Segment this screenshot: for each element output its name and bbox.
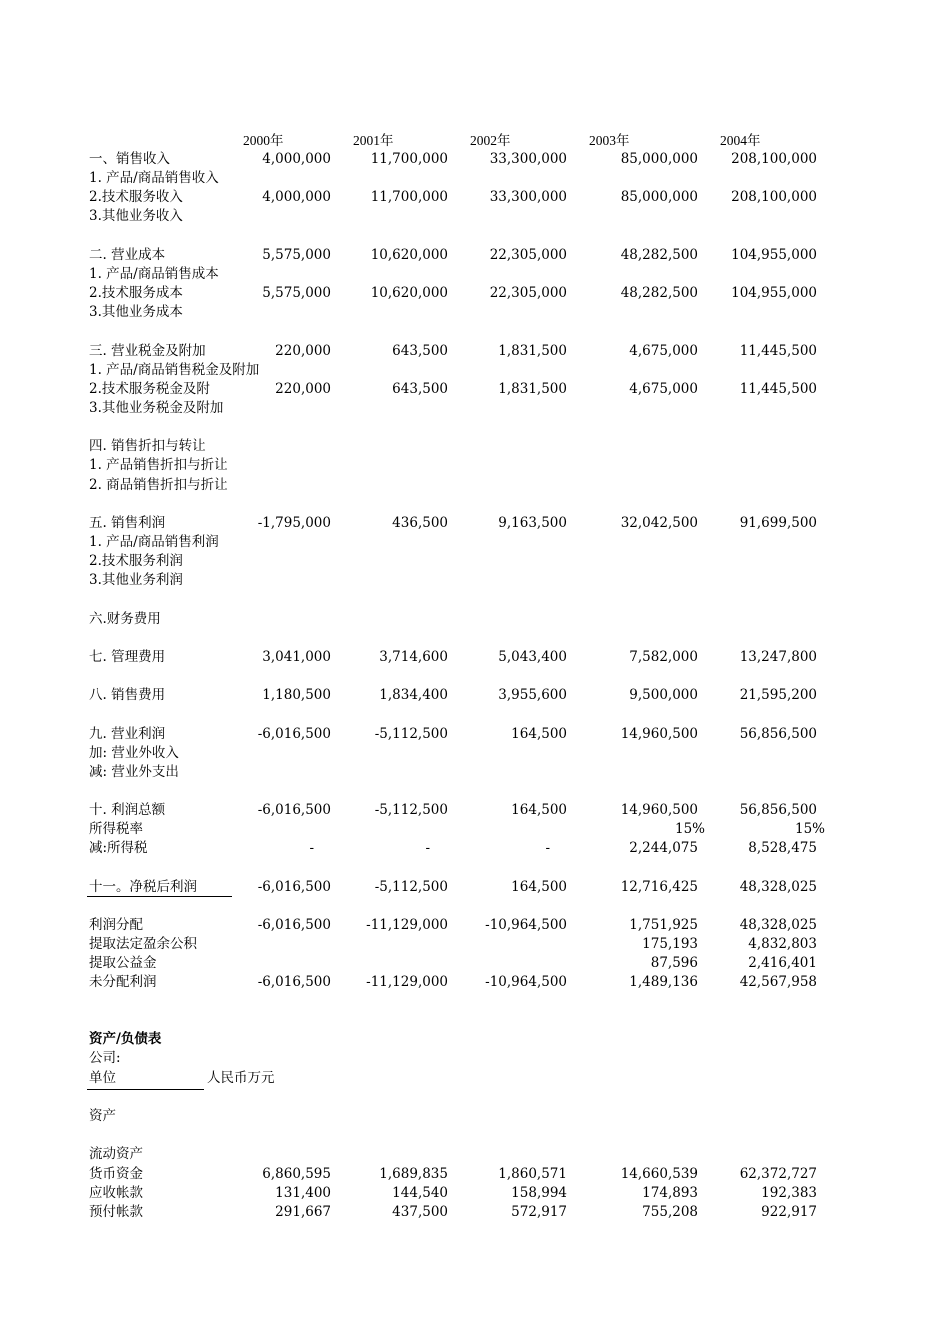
net-profit-underline	[87, 896, 232, 897]
cell-2000: 4,000,000	[262, 151, 331, 167]
row-label: 八. 销售费用	[89, 687, 166, 704]
cell-2001: -11,129,000	[366, 917, 448, 933]
cell-2003: 32,042,500	[620, 514, 698, 531]
row-label: 1. 产品/商品销售利润	[89, 534, 219, 550]
cell-2004: 56,856,500	[739, 725, 817, 742]
cell-2002: 22,305,000	[489, 285, 567, 301]
row-label: 1. 产品/商品销售收入	[89, 170, 219, 187]
row-label: 一、销售收入	[89, 151, 170, 167]
cell-2003: 175,193	[642, 936, 698, 953]
cell-2001: -5,112,500	[374, 878, 448, 895]
cell-2002: 33,300,000	[489, 151, 567, 167]
table-row	[0, 744, 950, 763]
cell-2001: -11,129,000	[366, 974, 448, 991]
cell-2000: -6,016,500	[257, 974, 331, 991]
table-row	[0, 552, 950, 571]
table-row	[0, 648, 950, 667]
table-row	[0, 973, 950, 992]
row-label: 2. 商品销售折扣与折让	[89, 476, 228, 493]
row-label: 十一。净税后利润	[89, 878, 197, 895]
cell-2004: 192,383	[761, 1185, 817, 1202]
row-label: 货币资金	[89, 1166, 143, 1182]
year-header-2000: 2000年	[243, 133, 284, 148]
cell-2002: -10,964,500	[485, 974, 567, 991]
company-row	[0, 1049, 950, 1068]
cell-2002: 3,955,600	[498, 687, 567, 704]
cell-2002: 1,831,500	[498, 342, 567, 359]
row-label: 3.其他业务利润	[89, 572, 183, 589]
row-label: 2.技术服务成本	[89, 285, 183, 301]
table-row	[0, 495, 950, 514]
row-label: 六.财务费用	[89, 610, 161, 627]
table-row	[0, 342, 950, 361]
cell-2002: 1,860,571	[498, 1166, 567, 1182]
cell-2001: 1,689,835	[379, 1166, 448, 1182]
cell-2002: 572,917	[511, 1204, 567, 1221]
table-row	[0, 954, 950, 973]
table-row	[0, 188, 950, 207]
cell-2004: 42,567,958	[739, 974, 817, 991]
table-row	[0, 571, 950, 590]
table-row	[0, 399, 950, 418]
cell-2001: 436,500	[392, 514, 448, 531]
cell-2004: 48,328,025	[739, 917, 817, 933]
row-label: 五. 销售利润	[89, 514, 166, 531]
table-row	[0, 839, 950, 858]
cell-2002: 5,043,400	[498, 648, 567, 665]
table-row	[0, 610, 950, 629]
cell-2002: 158,994	[511, 1185, 567, 1202]
row-label: 十. 利润总额	[89, 802, 166, 819]
current-assets-label: 流动资产	[89, 1146, 143, 1162]
table-row	[0, 284, 950, 303]
unit-row	[0, 1069, 950, 1088]
cell-2003: 4,675,000	[629, 380, 698, 397]
cell-2004: 56,856,500	[739, 802, 817, 819]
cell-2002: 164,500	[511, 802, 567, 819]
cell-2004: 91,699,500	[739, 514, 817, 531]
unit-label: 单位	[89, 1070, 116, 1086]
cell-2002: -	[545, 840, 550, 857]
cell-2003: 174,893	[642, 1185, 698, 1202]
year-header-2001: 2001年	[353, 133, 394, 148]
cell-2000: -1,795,000	[257, 514, 331, 531]
cell-2000: -6,016,500	[257, 917, 331, 933]
table-row	[0, 418, 950, 437]
cell-2000: 5,575,000	[262, 285, 331, 301]
table-row	[0, 667, 950, 686]
table-row	[0, 533, 950, 552]
row-label: 1. 产品销售折扣与折让	[89, 457, 228, 474]
cell-2001: -	[425, 840, 430, 857]
table-row	[0, 859, 950, 878]
unit-underline	[87, 1089, 204, 1090]
cell-2000: 1,180,500	[262, 687, 331, 704]
row-label: 2.技术服务税金及附	[89, 380, 210, 397]
table-row	[0, 1184, 950, 1203]
cell-2002: 22,305,000	[489, 246, 567, 263]
row-label: 1. 产品/商品销售成本	[89, 265, 219, 282]
year-header-2004: 2004年	[720, 133, 761, 148]
cell-2001: 643,500	[392, 380, 448, 397]
cell-2003: 15%	[674, 821, 705, 838]
cell-2004: 8,528,475	[748, 840, 817, 857]
cell-2004: 15%	[794, 821, 825, 838]
cell-2001: -5,112,500	[374, 802, 448, 819]
unit-value: 人民币万元	[207, 1070, 275, 1086]
table-row	[0, 265, 950, 284]
cell-2003: 4,675,000	[629, 342, 698, 359]
cell-2003: 12,716,425	[620, 878, 698, 895]
cell-2001: 643,500	[392, 342, 448, 359]
cell-2000: -6,016,500	[257, 878, 331, 895]
assets-label: 资产	[89, 1108, 116, 1124]
cell-2000: 6,860,595	[262, 1166, 331, 1182]
table-row	[0, 916, 950, 935]
table-row	[0, 246, 950, 265]
row-label: 2.技术服务收入	[89, 189, 183, 206]
cell-2002: -10,964,500	[485, 917, 567, 933]
cell-2002: 164,500	[511, 878, 567, 895]
cell-2000: 131,400	[275, 1185, 331, 1202]
table-row	[0, 801, 950, 820]
year-header-2003: 2003年	[589, 133, 630, 148]
row-label: 九. 营业利润	[89, 725, 166, 742]
row-label: 四. 销售折扣与转让	[89, 438, 206, 455]
cell-2004: 11,445,500	[739, 380, 817, 397]
row-label: 未分配利润	[89, 974, 157, 991]
cell-2003: 9,500,000	[629, 687, 698, 704]
cell-2000: 3,041,000	[262, 648, 331, 665]
cell-2004: 48,328,025	[739, 878, 817, 895]
table-row	[0, 591, 950, 610]
cell-2003: 85,000,000	[620, 189, 698, 206]
cell-2004: 11,445,500	[739, 342, 817, 359]
table-row	[0, 782, 950, 801]
table-row	[0, 686, 950, 705]
cell-2004: 4,832,803	[748, 936, 817, 953]
cell-2003: 1,751,925	[629, 917, 698, 933]
table-row	[0, 361, 950, 380]
cell-2001: 10,620,000	[370, 285, 448, 301]
table-row	[0, 725, 950, 744]
row-label: 利润分配	[89, 917, 143, 933]
balance-sheet-title	[0, 1030, 950, 1049]
row-label: 3.其他业务税金及附加	[89, 399, 224, 416]
row-label: 加: 营业外收入	[89, 744, 179, 761]
year-header-2002: 2002年	[470, 133, 511, 148]
current-assets-row	[0, 1145, 950, 1164]
balance-sheet-title-text: 资产/负债表	[89, 1031, 162, 1047]
cell-2001: -5,112,500	[374, 725, 448, 742]
row-label: 3.其他业务成本	[89, 304, 183, 321]
cell-2003: 2,244,075	[629, 840, 698, 857]
cell-2003: 85,000,000	[620, 151, 698, 167]
cell-2004: 922,917	[761, 1204, 817, 1221]
table-row	[0, 456, 950, 475]
cell-2003: 87,596	[650, 955, 698, 972]
cell-2002: 164,500	[511, 725, 567, 742]
row-label: 1. 产品/商品销售税金及附加	[89, 361, 260, 378]
table-row	[0, 207, 950, 226]
table-row	[0, 763, 950, 782]
cell-2004: 104,955,000	[731, 285, 817, 301]
table-row	[0, 476, 950, 495]
row-label: 减:所得税	[89, 840, 148, 857]
row-label: 二. 营业成本	[89, 246, 166, 263]
table-row	[0, 169, 950, 188]
cell-2003: 48,282,500	[620, 285, 698, 301]
cell-2001: 11,700,000	[370, 151, 448, 167]
cell-2003: 7,582,000	[629, 648, 698, 665]
cell-2003: 14,660,539	[620, 1166, 698, 1182]
assets-row	[0, 1107, 950, 1126]
row-label: 减: 营业外支出	[89, 763, 179, 780]
cell-2003: 48,282,500	[620, 246, 698, 263]
cell-2000: -	[309, 840, 314, 857]
cell-2004: 208,100,000	[731, 151, 817, 167]
cell-2000: -6,016,500	[257, 725, 331, 742]
table-row	[0, 380, 950, 399]
cell-2001: 1,834,400	[379, 687, 448, 704]
cell-2002: 9,163,500	[498, 514, 567, 531]
cell-2003: 14,960,500	[620, 725, 698, 742]
cell-2000: 5,575,000	[262, 246, 331, 263]
table-row	[0, 897, 950, 916]
cell-2000: 291,667	[275, 1204, 331, 1221]
table-row	[0, 322, 950, 341]
table-row	[0, 935, 950, 954]
cell-2002: 33,300,000	[489, 189, 567, 206]
company-label: 公司:	[89, 1050, 121, 1066]
table-row	[0, 303, 950, 322]
cell-2002: 1,831,500	[498, 380, 567, 397]
table-row	[0, 150, 950, 169]
cell-2001: 11,700,000	[370, 189, 448, 206]
table-row	[0, 1165, 950, 1184]
row-label: 所得税率	[89, 821, 143, 838]
row-label: 提取公益金	[89, 955, 157, 972]
row-label: 3.其他业务收入	[89, 208, 183, 225]
row-label: 三. 营业税金及附加	[89, 342, 206, 359]
cell-2004: 2,416,401	[748, 955, 817, 972]
cell-2001: 10,620,000	[370, 246, 448, 263]
row-label: 提取法定盈余公积	[89, 936, 197, 953]
cell-2004: 104,955,000	[731, 246, 817, 263]
table-row	[0, 878, 950, 897]
cell-2003: 755,208	[642, 1204, 698, 1221]
cell-2003: 1,489,136	[629, 974, 698, 991]
table-row	[0, 437, 950, 456]
row-label: 七. 管理费用	[89, 648, 166, 665]
row-label: 预付帐款	[89, 1204, 143, 1221]
cell-2000: 4,000,000	[262, 189, 331, 206]
cell-2000: 220,000	[275, 380, 331, 397]
table-row	[0, 227, 950, 246]
table-row	[0, 629, 950, 648]
cell-2001: 437,500	[392, 1204, 448, 1221]
table-row	[0, 820, 950, 839]
cell-2004: 62,372,727	[739, 1166, 817, 1182]
table-row	[0, 514, 950, 533]
cell-2003: 14,960,500	[620, 802, 698, 819]
row-label: 应收帐款	[89, 1185, 143, 1202]
table-row	[0, 1203, 950, 1222]
row-label: 2.技术服务利润	[89, 553, 183, 570]
cell-2001: 3,714,600	[379, 648, 448, 665]
cell-2000: -6,016,500	[257, 802, 331, 819]
cell-2000: 220,000	[275, 342, 331, 359]
table-row	[0, 705, 950, 724]
cell-2004: 21,595,200	[739, 687, 817, 704]
cell-2004: 208,100,000	[731, 189, 817, 206]
cell-2001: 144,540	[392, 1185, 448, 1202]
cell-2004: 13,247,800	[739, 648, 817, 665]
